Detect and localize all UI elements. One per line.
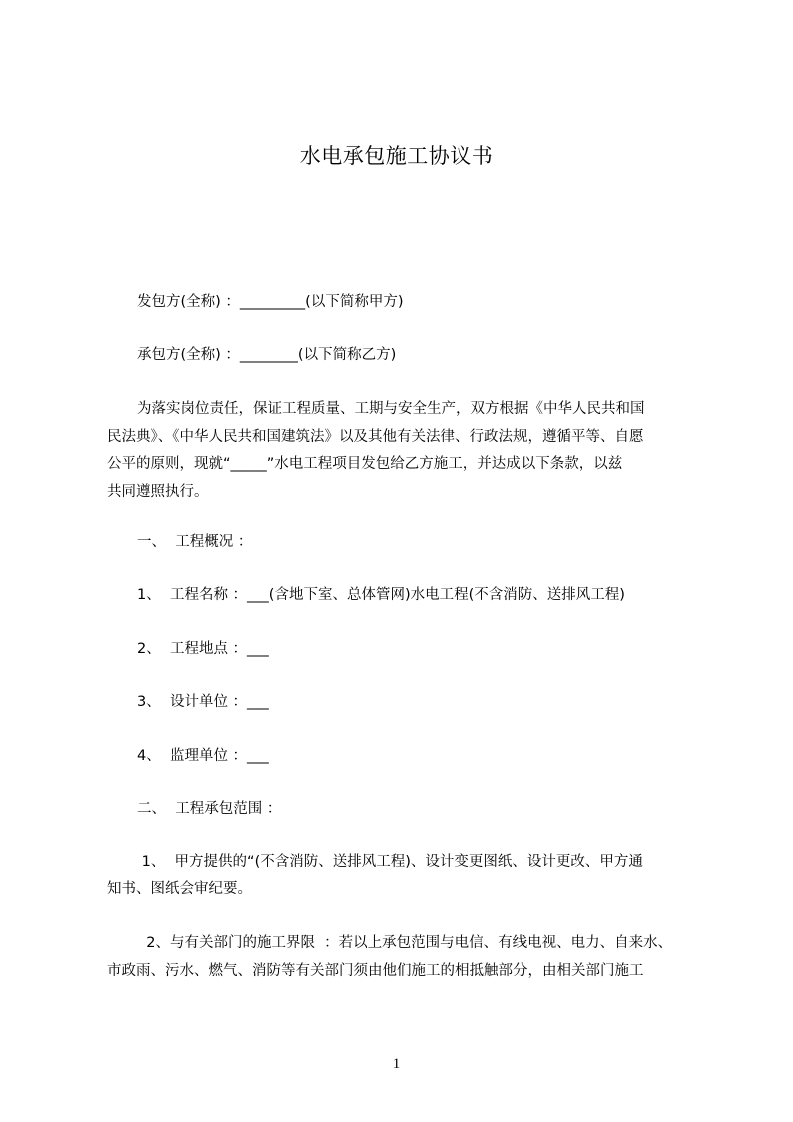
section-2-item-1-line-2: 知书、图纸会审纪要。 [107, 881, 252, 897]
section-1-heading: 一、 工程概况 ： [137, 534, 253, 550]
party-a-line: 发包方(全称) ：_________(以下简称甲方) [137, 294, 404, 310]
intro-line-4: 共同遵照执行。 [107, 484, 209, 500]
section-1-item: 3、 设计单位 ：___ [137, 694, 269, 710]
intro-line-1: 为落实岗位责任，保证工程质量、工期与安全生产，双方根据《中华人民共和国 [137, 401, 645, 417]
section-2-heading: 二、 工程承包范围 ： [137, 801, 282, 817]
section-2-item-2-line-1: 2、与有关部门的施工界限 ：若以上承包范围与电信、有线电视、电力、自来水、 [137, 935, 673, 951]
page-number: 1 [392, 1056, 401, 1072]
intro-line-3: 公平的原则，现就“_____”水电工程项目发包给乙方施工，并达成以下条款，以兹 [107, 456, 623, 472]
section-1-item: 1、 工程名称 ：___(含地下室、总体管网)水电工程(不含消防、送排风工程) [137, 587, 625, 603]
section-1-item: 4、 监理单位 ：___ [137, 748, 269, 764]
section-2-item-2-line-2: 市政雨、污水、燃气、消防等有关部门须由他们施工的相抵触部分，由相关部门施工 [107, 963, 644, 979]
party-b-line: 承包方(全称) ：________(以下简称乙方) [137, 347, 397, 363]
document-title: 水电承包施工协议书 [299, 144, 494, 168]
intro-line-2: 民法典》、《中华人民共和国建筑法》以及其他有关法律、行政法规，遵循平等、自愿 [107, 429, 644, 445]
section-1-item: 2、 工程地点 ：___ [137, 641, 269, 657]
section-2-item-1-line-1: 1、 甲方提供的“(不含消防、送排风工程)、设计变更图纸、设计更改、甲方通 [137, 854, 643, 870]
